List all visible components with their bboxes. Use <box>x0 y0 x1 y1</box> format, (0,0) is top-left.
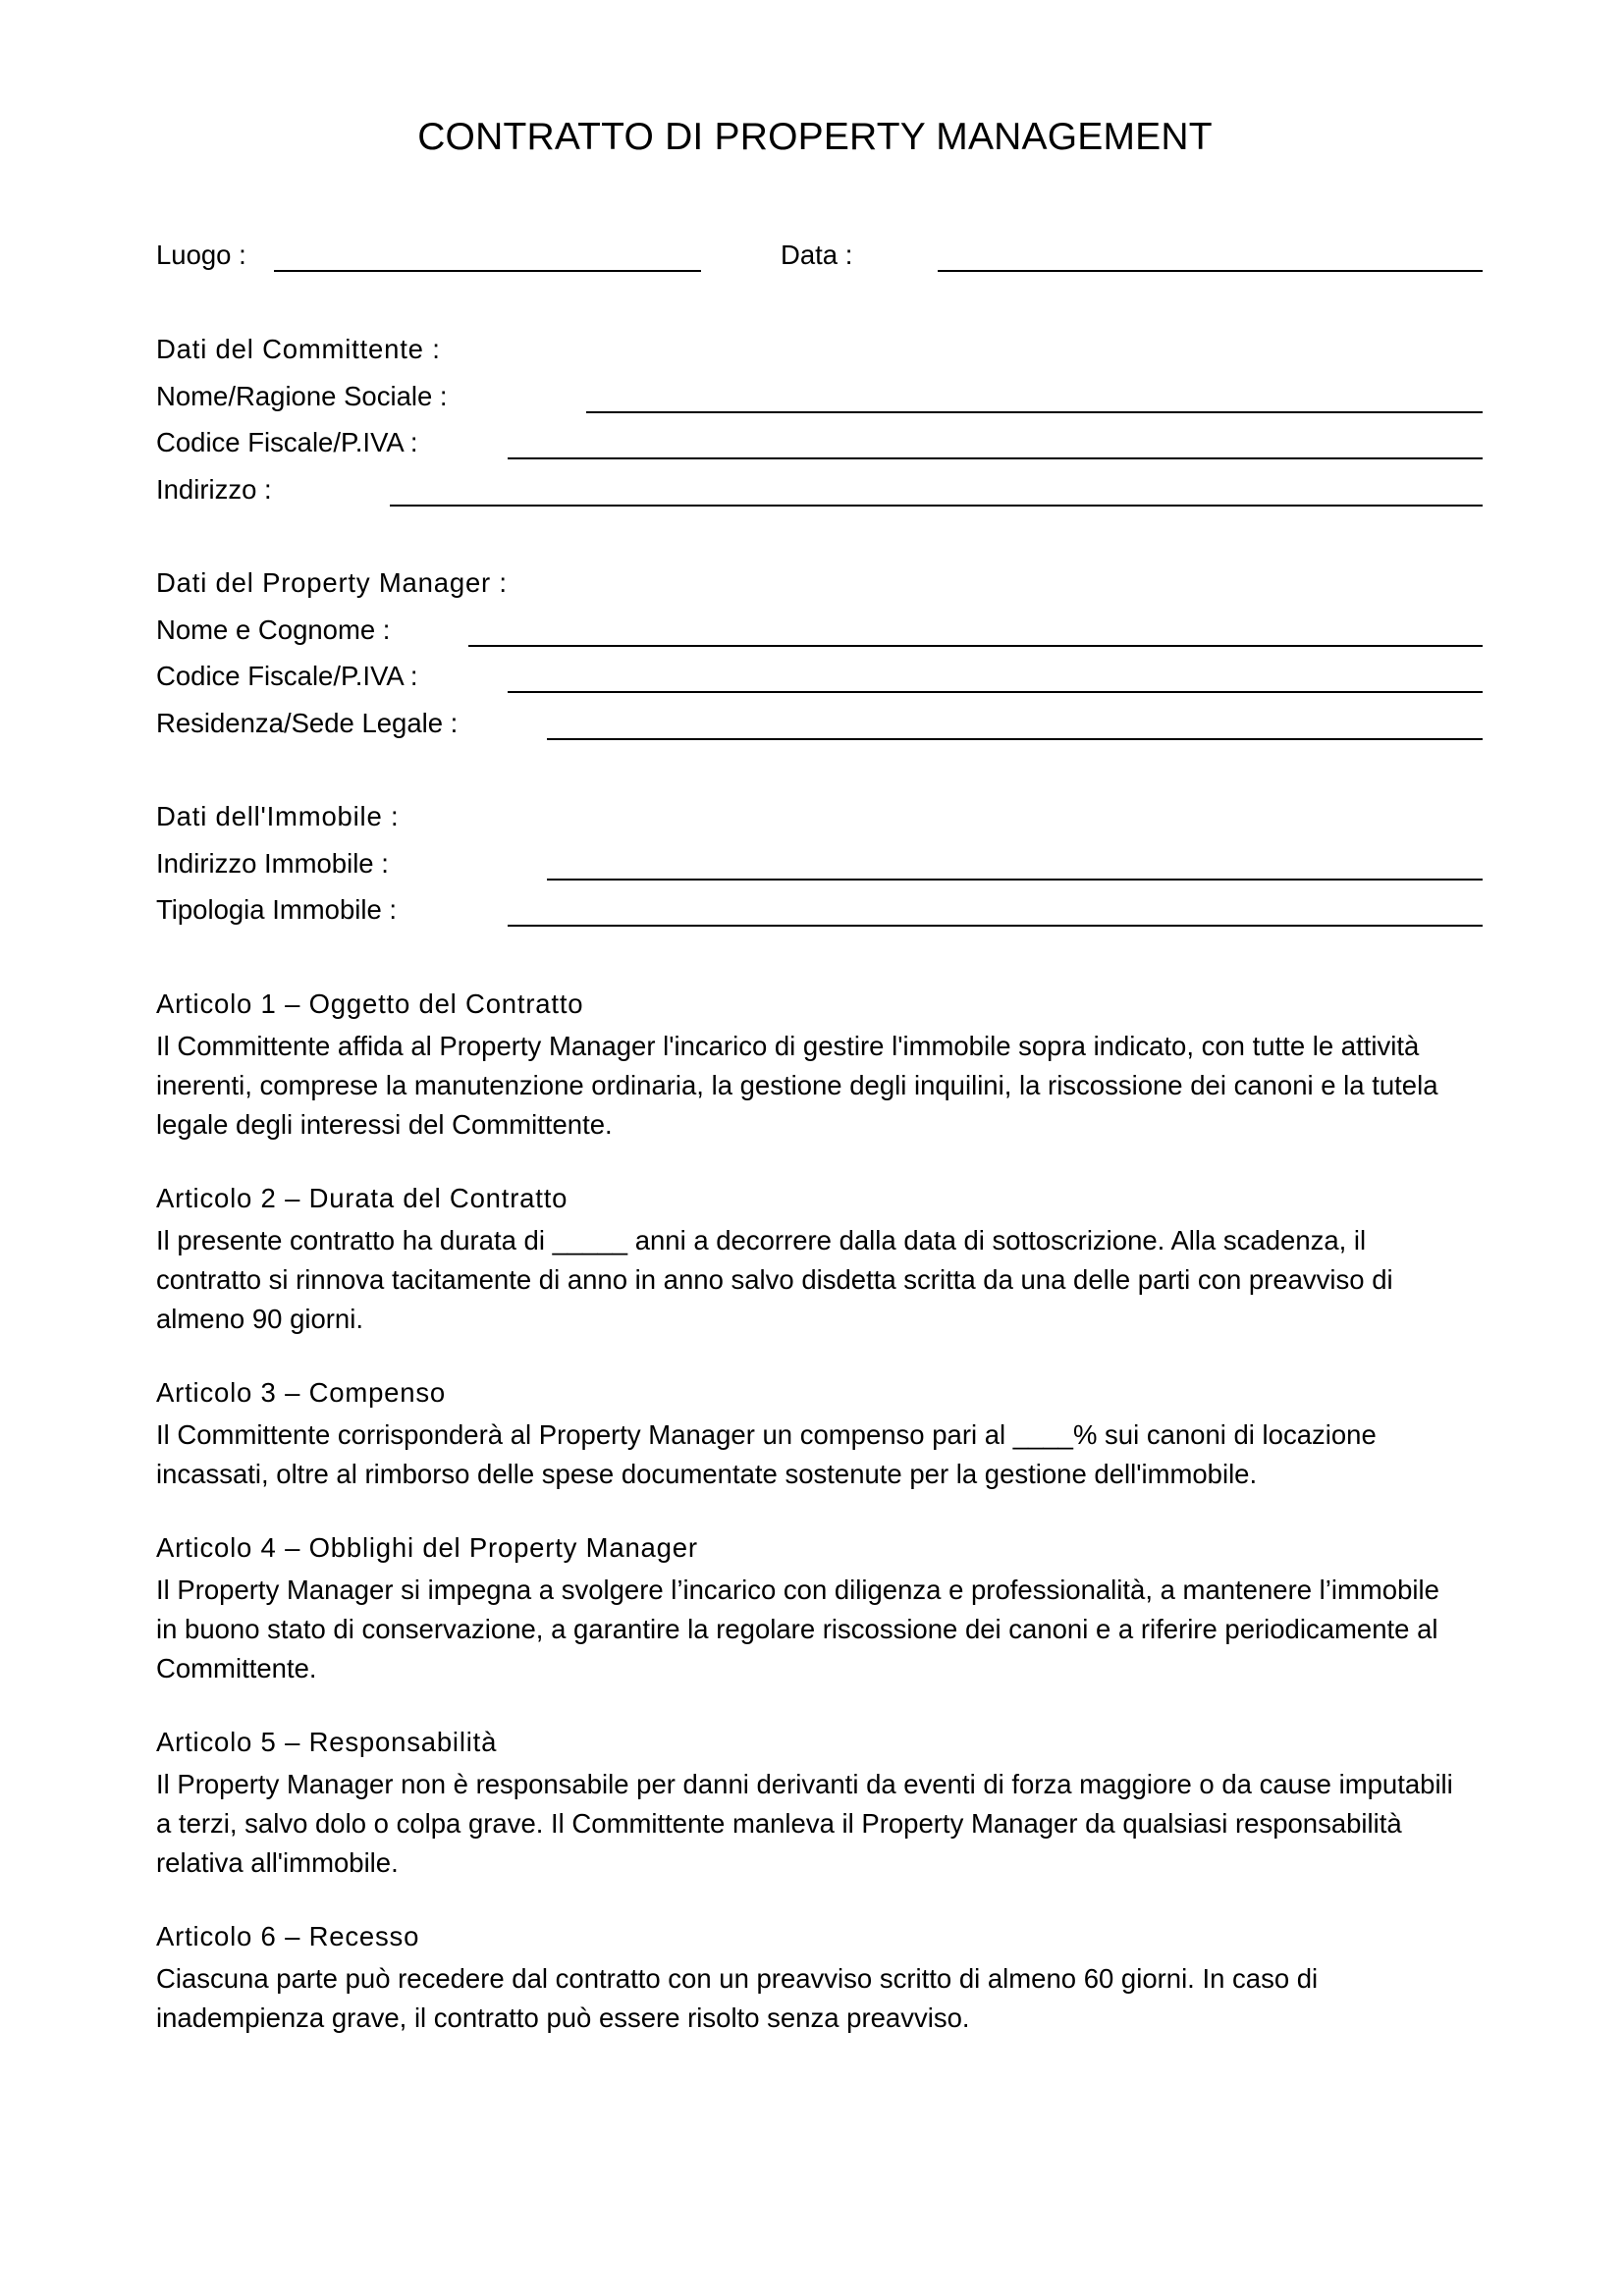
article-3-title: Articolo 3 – Compenso <box>156 1377 446 1408</box>
article-1-line: inerenti, comprese la manutenzione ordinaria, la gestione degli inquilini, la riscossione dei canoni e la tutela <box>156 1070 1438 1100</box>
article-1-line: legale degli interessi del Committente. <box>156 1109 613 1140</box>
property-heading: Dati dell'Immobile : <box>156 801 400 831</box>
article-2-line: almeno 90 giorni. <box>156 1304 363 1334</box>
manager-residence-line[interactable] <box>547 738 1483 740</box>
article-4-line: in buono stato di conservazione, a garantire la regolare riscossione dei canoni e a riferire periodicamente al <box>156 1614 1438 1644</box>
article-2-title: Articolo 2 – Durata del Contratto <box>156 1183 568 1213</box>
client-tax-label: Codice Fiscale/P.IVA : <box>156 427 418 457</box>
article-4-title: Articolo 4 – Obblighi del Property Manager <box>156 1532 698 1563</box>
client-address-label: Indirizzo : <box>156 474 272 505</box>
property-type-line[interactable] <box>508 925 1483 927</box>
article-4-line: Committente. <box>156 1653 317 1683</box>
article-3-text <box>156 1415 1491 1494</box>
article-4-line: Il Property Manager si impegna a svolgere l’incarico con diligenza e professionalità, a mantenere l’immobile <box>156 1575 1439 1605</box>
client-heading: Dati del Committente : <box>156 334 441 364</box>
manager-tax-line[interactable] <box>508 691 1483 693</box>
property-address-label: Indirizzo Immobile : <box>156 848 389 879</box>
manager-name-label: Nome e Cognome : <box>156 614 391 645</box>
manager-tax-label: Codice Fiscale/P.IVA : <box>156 661 418 691</box>
date-label: Data : <box>781 240 853 270</box>
manager-heading: Dati del Property Manager : <box>156 567 508 598</box>
article-4-text <box>156 1571 1491 1688</box>
place-label: Luogo : <box>156 240 246 270</box>
article-1-title: Articolo 1 – Oggetto del Contratto <box>156 988 584 1019</box>
article-5-text <box>156 1765 1491 1883</box>
property-address-line[interactable] <box>547 879 1483 881</box>
article-5-title: Articolo 5 – Responsabilità <box>156 1727 498 1757</box>
article-2-text <box>156 1221 1491 1339</box>
client-tax-line[interactable] <box>508 457 1483 459</box>
client-name-line[interactable] <box>586 411 1483 413</box>
article-3-line: incassati, oltre al rimborso delle spese documentate sostenute per la gestione dell'immobile. <box>156 1459 1258 1489</box>
client-name-label: Nome/Ragione Sociale : <box>156 381 448 411</box>
client-address-line[interactable] <box>390 505 1483 507</box>
article-5-line: Il Property Manager non è responsabile per danni derivanti da eventi di forza maggiore o da cause imputabili <box>156 1769 1453 1799</box>
article-2-line: Il presente contratto ha durata di _____ anni a decorrere dalla data di sottoscrizione. Alla scadenza, il <box>156 1225 1367 1255</box>
article-1-line: Il Committente affida al Property Manager l'incarico di gestire l'immobile sopra indicato, con tutte le attività <box>156 1031 1420 1061</box>
article-6-title: Articolo 6 – Recesso <box>156 1921 420 1951</box>
article-5-line: relativa all'immobile. <box>156 1847 399 1878</box>
article-6-line: Ciascuna parte può recedere dal contratto con un preavviso scritto di almeno 60 giorni. In caso di <box>156 1963 1319 1994</box>
article-3-line: Il Committente corrisponderà al Property Manager un compenso pari al ____% sui canoni di locazione <box>156 1419 1377 1450</box>
article-6-line: inadempienza grave, il contratto può essere risolto senza preavviso. <box>156 2002 970 2033</box>
article-2-line: contratto si rinnova tacitamente di anno in anno salvo disdetta scritta da una delle parti con preavviso di <box>156 1264 1393 1295</box>
property-type-label: Tipologia Immobile : <box>156 894 398 925</box>
date-field-line[interactable] <box>938 270 1483 272</box>
article-5-line: a terzi, salvo dolo o colpa grave. Il Committente manleva il Property Manager da qualsiasi responsabilità <box>156 1808 1402 1839</box>
manager-residence-label: Residenza/Sede Legale : <box>156 708 459 738</box>
manager-name-line[interactable] <box>468 645 1483 647</box>
article-1-text <box>156 1027 1491 1145</box>
place-field-line[interactable] <box>274 270 701 272</box>
document-title: CONTRATTO DI PROPERTY MANAGEMENT <box>417 116 1213 158</box>
article-6-text <box>156 1959 1491 2038</box>
